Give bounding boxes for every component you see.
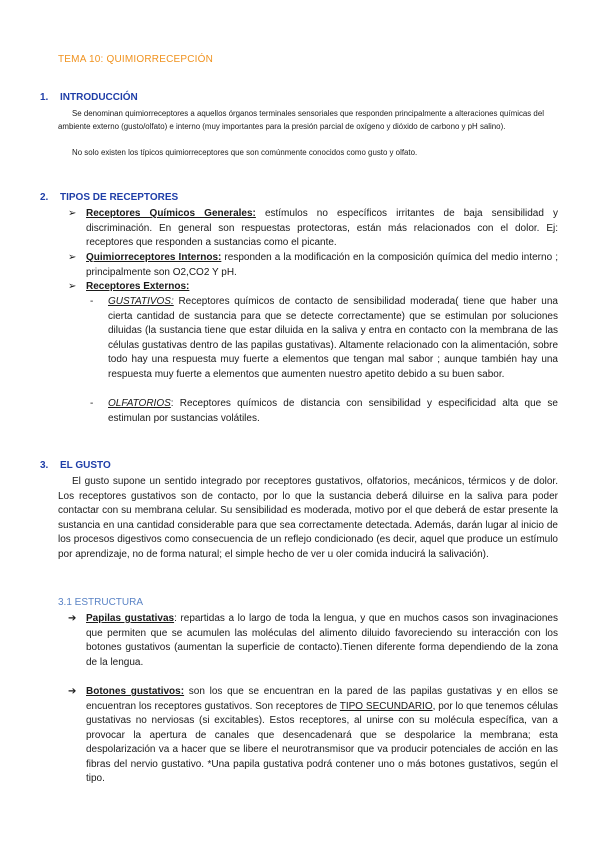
bullet-arrow-icon: ➔	[68, 613, 77, 624]
term: Papilas gustativas	[86, 613, 175, 624]
section-title: INTRODUCCIÓN	[60, 92, 138, 103]
section-number: 2.	[40, 192, 49, 203]
term: Botones gustativos:	[86, 686, 185, 697]
definition: estímulos no específicos irritantes de baja sensibilidad y discriminación. En general son respuestas protectoras, están más relacionados con el dolor. Ej: receptores que responden a sustancias como el picante.	[86, 208, 558, 248]
sub-item-gustativos	[108, 295, 558, 382]
section-heading-introduccion	[40, 92, 138, 103]
bullet-arrow-icon: ➢	[68, 281, 77, 292]
intro-paragraph-2: No solo existen los típicos quimiorreceptores que son comúnmente conocidos como gusto y olfato.	[72, 148, 418, 157]
definition: Receptores químicos de contacto de sensibilidad moderada( tiene que haber una cierta cantidad de sustancia para que se detecte correctamente) que se estimulan por soluciones diluidas (la sustancia tiene que estar diluida en la saliva y entra en contacto con la membrana de las células gustativas dentro de las papilas gustativas). Altamente relacionado con la alimentación, sobre todo hay una respuesta muy fuerte a elementos que tengan mal sabor ; aunque también hay una respuesta muy fuerte a elementos que aumenten nuestro apetito debido a su buen sabor.	[108, 296, 558, 380]
definition-part-a: son los que se encuentran en la pared de las papilas gustativas y en ellos se encuentran los receptores gustativos. Son receptores de	[86, 686, 559, 712]
term: OLFATORIOS	[108, 398, 171, 409]
gusto-paragraph: El gusto supone un sentido integrado por receptores gustativos, olfatorios, mecánicos, térmicos y de dolor. Los receptores gustativos son de contacto, por lo que la sustancia deberá diluirse en la saliva para poder contactar con su membrana celular. Su sensibilidad es moderada, motivo por el que deberá de estar presente la sustancia en una cantidad considerable para que sea correctamente detectada. Además, darán lugar al inicio de los procesos digestivos como consecuencia de un reflejo condicionado (es decir, aquel que produce un estímulo por aprendizaje, no de forma natural; el simple hecho de ver u oler comida inducirá la salivación).	[58, 476, 558, 560]
definition-part-b: , por lo que tenemos células gustativas no nerviosas (si excitables). Estos receptores, al unirse con su molécula específica, van a provocar la apertura de canales que desencadenará que se despolarice la membrana; esta despolarización va a hacer que se libere el neurotransmisor que va producir potenciales de acción en las fibras del nervio gustativo. *Una papila gustativa podrá contener uno o más botones gustativos, según el tipo.	[86, 700, 558, 784]
list-item-receptores-externos	[86, 280, 558, 295]
definition: : Receptores químicos de distancia con sensibilidad y especificidad alta que se estimulan por sustancias volátiles.	[108, 398, 558, 424]
list-item-quimiorreceptores-internos	[86, 251, 558, 280]
term: GUSTATIVOS:	[108, 296, 174, 307]
term: Receptores Químicos Generales:	[86, 208, 256, 219]
definition: : repartidas a lo largo de toda la lengua, y que en muchos casos son invaginaciones que permiten que se acumulen las moléculas del alimento diluido favoreciendo su interacción con los botones gustativos (aumentan la superficie de contacto).Tienen diferente forma dependiendo de la zona de la lengua.	[86, 613, 558, 668]
sub-item-olfatorios	[108, 397, 558, 426]
sub-bullet-dash: -	[90, 296, 94, 307]
definition: responden a la modificación en la composición química del medio interno ; principalmente son O2,CO2 Y pH.	[86, 252, 558, 278]
bullet-arrow-icon: ➢	[68, 252, 77, 263]
section-number: 1.	[40, 92, 49, 103]
section-number: 3.	[40, 460, 49, 471]
term: Receptores Externos:	[86, 281, 190, 292]
bullet-arrow-icon: ➔	[68, 686, 77, 697]
list-item-botones	[86, 685, 558, 787]
sub-bullet-dash: -	[90, 398, 94, 409]
section-heading-tipos	[40, 192, 178, 203]
section-title: EL GUSTO	[60, 460, 111, 471]
document-title: TEMA 10: QUIMIORRECEPCIÓN	[58, 54, 214, 65]
subsection-heading-estructura: 3.1 ESTRUCTURA	[58, 597, 144, 608]
intro-paragraph-1: Se denominan quimiorreceptores a aquellos órganos terminales sensoriales que responden principalmente a alteraciones químicas del ambiente externo (gusto/olfato) e interno (muy importantes para la presión parcial de oxígeno y dióxido de carbono y pH salino).	[58, 109, 544, 131]
section-title: TIPOS DE RECEPTORES	[60, 192, 179, 203]
list-item-receptores-generales	[86, 207, 558, 251]
bullet-arrow-icon: ➢	[68, 208, 77, 219]
underlined-term: TIPO SECUNDARIO	[339, 700, 433, 712]
section-heading-gusto	[40, 460, 111, 471]
list-item-papilas	[86, 612, 558, 670]
term: Quimiorreceptores Internos:	[86, 252, 222, 263]
